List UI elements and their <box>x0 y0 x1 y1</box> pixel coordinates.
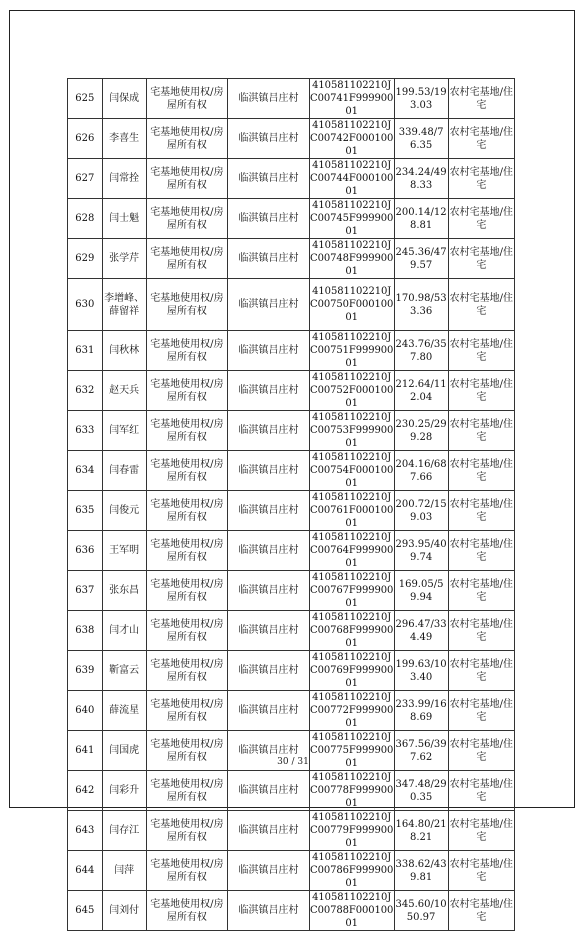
location-cell: 临淇镇吕庄村 <box>228 119 310 159</box>
parcel-code-cell: 410581102210JC00752F00010001 <box>310 372 394 409</box>
owner-name-cell: 闫存江 <box>102 811 146 851</box>
land-use-cell: 农村宅基地/住宅 <box>448 199 514 239</box>
owner-name-cell: 闫才山 <box>102 611 146 651</box>
row-number-cell: 628 <box>68 199 103 239</box>
table-row <box>68 79 515 119</box>
row-number-cell: 630 <box>68 279 103 331</box>
owner-name-cell: 闫秋林 <box>102 331 146 371</box>
location-cell: 临淇镇吕庄村 <box>228 79 310 119</box>
right-type-cell: 宅基地使用权/房屋所有权 <box>146 691 228 731</box>
land-use-cell: 农村宅基地/住宅 <box>448 691 514 731</box>
row-number-cell: 638 <box>68 611 103 651</box>
parcel-code-cell: 410581102210JC00748F99990001 <box>310 240 394 277</box>
location-cell: 临淇镇吕庄村 <box>228 159 310 199</box>
parcel-code-cell: 410581102210JC00786F99990001 <box>310 852 394 889</box>
row-number-cell: 643 <box>68 811 103 851</box>
area-cell: 338.62/439.81 <box>394 851 448 891</box>
area-cell: 170.98/533.36 <box>394 279 448 331</box>
area-cell: 233.99/168.69 <box>394 691 448 731</box>
right-type-cell: 宅基地使用权/房屋所有权 <box>146 411 228 451</box>
table-row <box>68 159 515 199</box>
table-row <box>68 811 515 851</box>
location-cell: 临淇镇吕庄村 <box>228 371 310 411</box>
parcel-code-cell: 410581102210JC00772F99990001 <box>310 692 394 729</box>
parcel-code-cell: 410581102210JC00742F00010001 <box>310 120 394 157</box>
right-type-cell: 宅基地使用权/房屋所有权 <box>146 491 228 531</box>
area-cell: 345.60/1050.97 <box>394 891 448 931</box>
parcel-code-cell: 410581102210JC00741F99990001 <box>310 80 394 117</box>
location-cell: 临淇镇吕庄村 <box>228 411 310 451</box>
land-use-cell: 农村宅基地/住宅 <box>448 159 514 199</box>
area-cell: 199.63/103.40 <box>394 651 448 691</box>
area-cell: 164.80/218.21 <box>394 811 448 851</box>
owner-name-cell: 闫春雷 <box>102 451 146 491</box>
land-use-cell: 农村宅基地/住宅 <box>448 239 514 279</box>
parcel-code-cell: 410581102210JC00768F99990001 <box>310 612 394 649</box>
area-cell: 199.53/193.03 <box>394 79 448 119</box>
owner-name-cell: 张东昌 <box>102 571 146 611</box>
area-cell: 339.48/76.35 <box>394 119 448 159</box>
table-row <box>68 411 515 451</box>
right-type-cell: 宅基地使用权/房屋所有权 <box>146 279 228 331</box>
row-number-cell: 644 <box>68 851 103 891</box>
parcel-code-cell: 410581102210JC00753F99990001 <box>310 412 394 449</box>
location-cell: 临淇镇吕庄村 <box>228 199 310 239</box>
row-number-cell: 640 <box>68 691 103 731</box>
parcel-code-cell: 410581102210JC00788F00010001 <box>310 892 394 929</box>
parcel-code-cell: 410581102210JC00767F99990001 <box>310 572 394 609</box>
owner-name-cell: 闫彩升 <box>102 771 146 811</box>
right-type-cell: 宅基地使用权/房屋所有权 <box>146 771 228 811</box>
parcel-code-cell: 410581102210JC00754F00010001 <box>310 452 394 489</box>
owner-name-cell: 张学芹 <box>102 239 146 279</box>
owner-name-cell: 闫刘付 <box>102 891 146 931</box>
land-use-cell: 农村宅基地/住宅 <box>448 891 514 931</box>
location-cell: 临淇镇吕庄村 <box>228 811 310 851</box>
location-cell: 临淇镇吕庄村 <box>228 891 310 931</box>
location-cell: 临淇镇吕庄村 <box>228 279 310 331</box>
table-row <box>68 571 515 611</box>
land-use-cell: 农村宅基地/住宅 <box>448 771 514 811</box>
owner-name-cell: 王军明 <box>102 531 146 571</box>
table-row <box>68 531 515 571</box>
land-use-cell: 农村宅基地/住宅 <box>448 371 514 411</box>
row-number-cell: 636 <box>68 531 103 571</box>
parcel-code-cell: 410581102210JC00769F99990001 <box>310 652 394 689</box>
page-number: 30 / 31 <box>277 757 309 767</box>
table-row <box>68 851 515 891</box>
row-number-cell: 629 <box>68 239 103 279</box>
right-type-cell: 宅基地使用权/房屋所有权 <box>146 199 228 239</box>
land-use-cell: 农村宅基地/住宅 <box>448 531 514 571</box>
owner-name-cell: 靳富云 <box>102 651 146 691</box>
area-cell: 204.16/687.66 <box>394 451 448 491</box>
land-use-cell: 农村宅基地/住宅 <box>448 571 514 611</box>
land-use-cell: 农村宅基地/住宅 <box>448 611 514 651</box>
row-number-cell: 627 <box>68 159 103 199</box>
right-type-cell: 宅基地使用权/房屋所有权 <box>146 731 228 771</box>
location-cell: 临淇镇吕庄村 <box>228 651 310 691</box>
right-type-cell: 宅基地使用权/房屋所有权 <box>146 79 228 119</box>
right-type-cell: 宅基地使用权/房屋所有权 <box>146 371 228 411</box>
area-cell: 212.64/112.04 <box>394 371 448 411</box>
area-cell: 296.47/334.49 <box>394 611 448 651</box>
parcel-code-cell: 410581102210JC00775F99990001 <box>310 732 394 769</box>
location-cell: 临淇镇吕庄村 <box>228 491 310 531</box>
location-cell: 临淇镇吕庄村 <box>228 691 310 731</box>
right-type-cell: 宅基地使用权/房屋所有权 <box>146 571 228 611</box>
table-row <box>68 771 515 811</box>
parcel-code-cell: 410581102210JC00761F00010001 <box>310 492 394 529</box>
parcel-code-cell: 410581102210JC00744F00010001 <box>310 160 394 197</box>
parcel-code-cell: 410581102210JC00779F99990001 <box>310 812 394 849</box>
owner-name-cell: 闫萍 <box>102 851 146 891</box>
right-type-cell: 宅基地使用权/房屋所有权 <box>146 451 228 491</box>
location-cell: 临淇镇吕庄村 <box>228 451 310 491</box>
table-row <box>68 891 515 931</box>
registration-table-body <box>68 79 515 931</box>
land-use-cell: 农村宅基地/住宅 <box>448 331 514 371</box>
right-type-cell: 宅基地使用权/房屋所有权 <box>146 159 228 199</box>
area-cell: 347.48/290.35 <box>394 771 448 811</box>
right-type-cell: 宅基地使用权/房屋所有权 <box>146 331 228 371</box>
parcel-code-cell: 410581102210JC00751F99990001 <box>310 332 394 369</box>
row-number-cell: 631 <box>68 331 103 371</box>
parcel-code-cell: 410581102210JC00764F99990001 <box>310 532 394 569</box>
land-use-cell: 农村宅基地/住宅 <box>448 451 514 491</box>
land-use-cell: 农村宅基地/住宅 <box>448 811 514 851</box>
table-row <box>68 451 515 491</box>
area-cell: 169.05/59.94 <box>394 571 448 611</box>
right-type-cell: 宅基地使用权/房屋所有权 <box>146 239 228 279</box>
parcel-code-cell: 410581102210JC00750F00010001 <box>309 279 394 331</box>
owner-name-cell: 闫常拴 <box>102 159 146 199</box>
row-number-cell: 642 <box>68 771 103 811</box>
location-cell: 临淇镇吕庄村 <box>228 731 310 771</box>
row-number-cell: 632 <box>68 371 103 411</box>
table-row <box>68 691 515 731</box>
owner-name-cell: 赵天兵 <box>102 371 146 411</box>
registration-table <box>67 78 515 931</box>
area-cell: 367.56/397.62 <box>394 731 448 771</box>
area-cell: 200.14/128.81 <box>394 199 448 239</box>
parcel-code-cell: 410581102210JC00778F99990001 <box>310 772 394 809</box>
right-type-cell: 宅基地使用权/房屋所有权 <box>146 119 228 159</box>
owner-name-cell: 闫军红 <box>102 411 146 451</box>
area-cell: 245.36/479.57 <box>394 239 448 279</box>
area-cell: 200.72/159.03 <box>394 491 448 531</box>
row-number-cell: 626 <box>68 119 103 159</box>
row-number-cell: 641 <box>68 731 103 771</box>
row-number-cell: 625 <box>68 79 103 119</box>
table-row <box>68 199 515 239</box>
right-type-cell: 宅基地使用权/房屋所有权 <box>146 811 228 851</box>
area-cell: 234.24/498.33 <box>394 159 448 199</box>
area-cell: 293.95/409.74 <box>394 531 448 571</box>
row-number-cell: 645 <box>68 891 103 931</box>
owner-name-cell: 李喜生 <box>102 119 146 159</box>
table-row <box>68 651 515 691</box>
right-type-cell: 宅基地使用权/房屋所有权 <box>146 651 228 691</box>
row-number-cell: 633 <box>68 411 103 451</box>
table-row <box>68 279 515 331</box>
land-use-cell: 农村宅基地/住宅 <box>448 851 514 891</box>
area-cell: 230.25/299.28 <box>394 411 448 451</box>
table-row <box>68 331 515 371</box>
location-cell: 临淇镇吕庄村 <box>228 611 310 651</box>
row-number-cell: 637 <box>68 571 103 611</box>
right-type-cell: 宅基地使用权/房屋所有权 <box>146 851 228 891</box>
owner-name-cell: 薛流星 <box>102 691 146 731</box>
land-use-cell: 农村宅基地/住宅 <box>448 279 514 331</box>
owner-name-cell: 闫俊元 <box>102 491 146 531</box>
land-use-cell: 农村宅基地/住宅 <box>448 119 514 159</box>
land-use-cell: 农村宅基地/住宅 <box>448 491 514 531</box>
table-row <box>68 239 515 279</box>
right-type-cell: 宅基地使用权/房屋所有权 <box>146 611 228 651</box>
owner-name-cell: 闫国虎 <box>102 731 146 771</box>
owner-name-cell: 闫士魁 <box>102 199 146 239</box>
row-number-cell: 635 <box>68 491 103 531</box>
land-use-cell: 农村宅基地/住宅 <box>448 731 514 771</box>
row-number-cell: 639 <box>68 651 103 691</box>
land-use-cell: 农村宅基地/住宅 <box>448 411 514 451</box>
table-row <box>68 611 515 651</box>
land-use-cell: 农村宅基地/住宅 <box>448 79 514 119</box>
right-type-cell: 宅基地使用权/房屋所有权 <box>146 891 228 931</box>
row-number-cell: 634 <box>68 451 103 491</box>
owner-name-cell: 李增峰、薛留祥 <box>102 279 146 331</box>
owner-name-cell: 闫保成 <box>102 79 146 119</box>
table-row <box>68 491 515 531</box>
area-cell: 243.76/357.80 <box>394 331 448 371</box>
parcel-code-cell: 410581102210JC00745F99990001 <box>310 200 394 237</box>
land-use-cell: 农村宅基地/住宅 <box>448 651 514 691</box>
location-cell: 临淇镇吕庄村 <box>228 531 310 571</box>
right-type-cell: 宅基地使用权/房屋所有权 <box>146 531 228 571</box>
location-cell: 临淇镇吕庄村 <box>228 851 310 891</box>
table-row <box>68 119 515 159</box>
location-cell: 临淇镇吕庄村 <box>228 571 310 611</box>
location-cell: 临淇镇吕庄村 <box>228 331 310 371</box>
table-row <box>68 371 515 411</box>
location-cell: 临淇镇吕庄村 <box>228 239 310 279</box>
location-cell: 临淇镇吕庄村 <box>228 771 310 811</box>
